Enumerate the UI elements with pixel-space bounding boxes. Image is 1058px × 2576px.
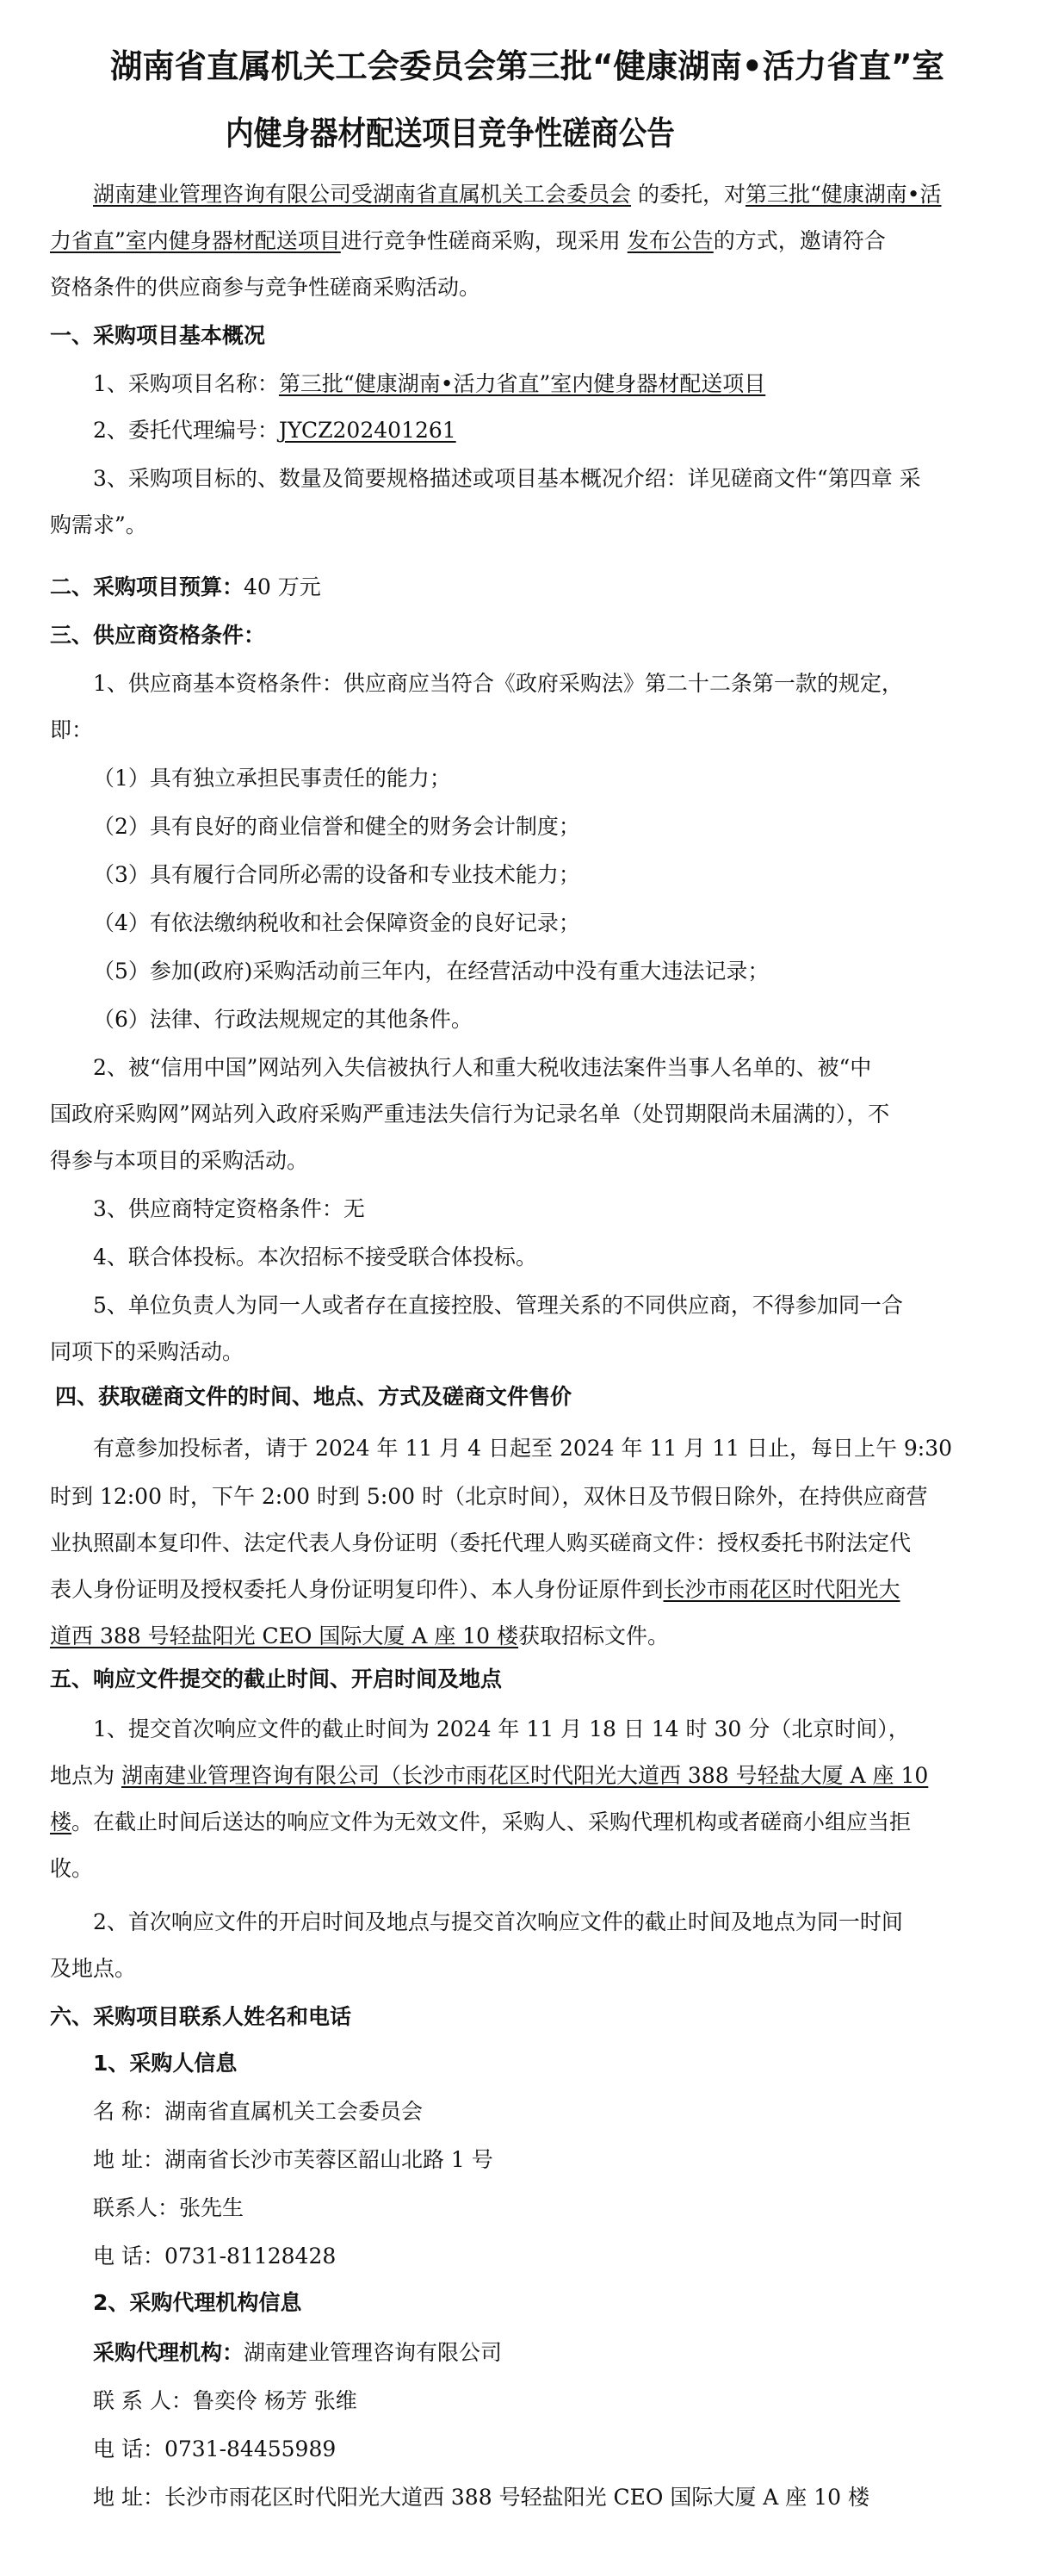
intro-text: 进行竞争性磋商采购，现采用 <box>340 228 621 253</box>
s5-p1-line-3 <box>50 1807 911 1838</box>
s3-p2-line-1: 2、被“信用中国”网站列入失信被执行人和重大税收违法案件当事人名单的、被“中 <box>93 1055 872 1080</box>
intro-text: 的方式，邀请符合 <box>713 228 886 253</box>
s4-line-1: 有意参加投标者，请于 2024 年 11 月 4 日起至 2024 年 11 月 11 日止，每日上午 9:30 <box>93 1436 953 1461</box>
intro-line-3: 资格条件的供应商参与竞争性磋商采购活动。 <box>50 275 481 300</box>
budget-value: 40 万元 <box>244 574 321 599</box>
buyer-contact-row <box>93 2193 244 2224</box>
agent-address-row <box>93 2482 869 2513</box>
s1-item-3-line-2: 购需求”。 <box>50 512 147 537</box>
project-name-cont: 力省直”室内健身器材配送项目 <box>50 228 341 253</box>
s5-location: 湖南建业管理咨询有限公司（长沙市雨花区时代阳光大道西 388 号轻盐大厦 A 座 10 <box>121 1763 929 1788</box>
intro-line-1 <box>93 179 942 210</box>
project-name-link: 第三批“健康湖南•活 <box>745 182 942 207</box>
s4-line-2: 时到 12:00 时，下午 2:00 时到 5:00 时（北京时间），双休日及节假日除外，在持供应商营 <box>50 1484 928 1509</box>
s5-p1-line-1: 1、提交首次响应文件的截止时间为 2024 年 11 月 18 日 14 时 30 分（北京时间）， <box>93 1716 910 1741</box>
s3-condition-6: （6）法律、行政法规规定的其他条件。 <box>93 1007 473 1032</box>
intro-line-2 <box>50 226 886 257</box>
s4-text: 获取招标文件。 <box>518 1623 670 1648</box>
s5-location-cont: 楼 <box>50 1809 72 1834</box>
agent-phone-row <box>93 2434 336 2465</box>
title-line-1: 湖南省直属机关工会委员会第三批“健康湖南•活力省直”室 <box>110 47 944 85</box>
agent-name: 湖南建业管理咨询有限公司 <box>244 2340 503 2365</box>
s5-p1-line-2 <box>50 1760 928 1791</box>
s3-p1-line-1: 1、供应商基本资格条件：供应商应当符合《政府采购法》第二十二条第一款的规定， <box>93 671 903 696</box>
s1-item-1 <box>93 369 765 400</box>
s4-text: 表人身份证明及授权委托人身份证明复印件）、本人身份证原件到 <box>50 1577 664 1602</box>
s5-text: 地点为 <box>50 1763 115 1788</box>
s5-p2-line-2: 及地点。 <box>50 1956 137 1981</box>
buyer-phone-label: 电 话： <box>93 2244 164 2269</box>
method-text: 发布公告 <box>627 228 714 253</box>
s3-condition-4: （4）有依法缴纳税收和社会保障资金的良好记录； <box>93 910 580 935</box>
s4-line-5 <box>50 1621 669 1652</box>
intro-text: 的委托，对 <box>637 182 746 207</box>
section-1-heading: 一、采购项目基本概况 <box>50 323 266 348</box>
s4-address: 长沙市雨花区时代阳光大 <box>663 1577 900 1602</box>
s3-p2-line-3: 得参与本项目的采购活动。 <box>50 1148 309 1173</box>
s4-line-4 <box>50 1574 900 1605</box>
s3-condition-1: （1）具有独立承担民事责任的能力； <box>93 766 451 791</box>
item-value: JYCZ202401261 <box>278 418 456 443</box>
buyer-contact-label: 联系人： <box>93 2195 180 2220</box>
section-6-heading: 六、采购项目联系人姓名和电话 <box>50 2004 352 2029</box>
s3-p5-line-1: 5、单位负责人为同一人或者存在直接控股、管理关系的不同供应商，不得参加同一合 <box>93 1293 903 1318</box>
s3-condition-3: （3）具有履行合同所必需的设备和专业技术能力； <box>93 862 580 887</box>
buyer-phone-row <box>93 2241 336 2272</box>
buyer-name: 湖南省直属机关工会委员会 <box>164 2099 423 2124</box>
s3-condition-5: （5）参加(政府)采购活动前三年内，在经营活动中没有重大违法记录； <box>93 959 770 984</box>
agent-phone-label: 电 话： <box>93 2436 164 2461</box>
s3-p4: 4、联合体投标。本次招标不接受联合体投标。 <box>93 1245 537 1269</box>
section-3-heading: 三、供应商资格条件： <box>50 623 266 648</box>
buyer-contact: 张先生 <box>179 2195 244 2220</box>
item-label: 1、采购项目名称： <box>93 371 279 396</box>
buyer-address-label: 地 址： <box>93 2147 164 2172</box>
agency-name: 湖南建业管理咨询有限公司受湖南省直属机关工会委员会 <box>93 182 632 207</box>
agent-address: 长沙市雨花区时代阳光大道西 388 号轻盐阳光 CEO 国际大厦 A 座 10 楼 <box>164 2485 869 2510</box>
agent-contact-row <box>93 2386 357 2417</box>
section-2 <box>50 572 321 603</box>
agent-phone: 0731-84455989 <box>164 2436 337 2461</box>
s5-text: 。在截止时间后送达的响应文件为无效文件，采购人、采购代理机构或者磋商小组应当拒 <box>71 1809 912 1834</box>
item-label: 2、委托代理编号： <box>93 418 279 443</box>
s4-line-3: 业执照副本复印件、法定代表人身份证明（委托代理人购买磋商文件：授权委托书附法定代 <box>50 1530 912 1555</box>
item-value: 第三批“健康湖南•活力省直”室内健身器材配送项目 <box>278 371 766 396</box>
buyer-name-label: 名 称： <box>93 2099 164 2124</box>
title-line-2: 内健身器材配送项目竞争性磋商公告 <box>226 115 675 152</box>
agent-contact: 鲁奕伶 杨芳 张维 <box>192 2388 357 2413</box>
section-5-heading: 五、响应文件提交的截止时间、开启时间及地点 <box>50 1667 503 1691</box>
s3-p5-line-2: 同项下的采购活动。 <box>50 1339 244 1364</box>
agent-name-row <box>93 2337 502 2368</box>
agent-address-label: 地 址： <box>93 2485 164 2510</box>
s3-condition-2: （2）具有良好的商业信誉和健全的财务会计制度； <box>93 814 580 839</box>
s4-address-cont: 道西 388 号轻盐阳光 CEO 国际大厦 A 座 10 楼 <box>50 1623 519 1648</box>
s3-p1-line-2: 即： <box>50 717 94 742</box>
buyer-phone: 0731-81128428 <box>164 2244 337 2269</box>
section-2-heading: 二、采购项目预算： <box>50 574 244 599</box>
section-4-heading: 四、获取磋商文件的时间、地点、方式及磋商文件售价 <box>55 1384 572 1409</box>
agent-name-label: 采购代理机构： <box>93 2340 244 2365</box>
buyer-address: 湖南省长沙市芙蓉区韶山北路 1 号 <box>164 2147 493 2172</box>
s1-item-3-line-1: 3、采购项目标的、数量及简要规格描述或项目基本概况介绍：详见磋商文件“第四章 采 <box>93 466 921 491</box>
s3-p3: 3、供应商特定资格条件：无 <box>93 1196 365 1221</box>
agent-heading: 2、采购代理机构信息 <box>93 2290 302 2315</box>
buyer-name-row <box>93 2096 423 2127</box>
s3-p2-line-2: 国政府采购网”网站列入政府采购严重违法失信行为记录名单（处罚期限尚未届满的），不 <box>50 1102 890 1127</box>
buyer-address-row <box>93 2145 493 2176</box>
buyer-heading: 1、采购人信息 <box>93 2051 238 2076</box>
s5-p1-line-4: 收。 <box>50 1856 94 1881</box>
s1-item-2 <box>93 415 456 446</box>
agent-contact-label: 联 系 人： <box>93 2388 193 2413</box>
s5-p2-line-1: 2、首次响应文件的开启时间及地点与提交首次响应文件的截止时间及地点为同一时间 <box>93 1909 903 1934</box>
